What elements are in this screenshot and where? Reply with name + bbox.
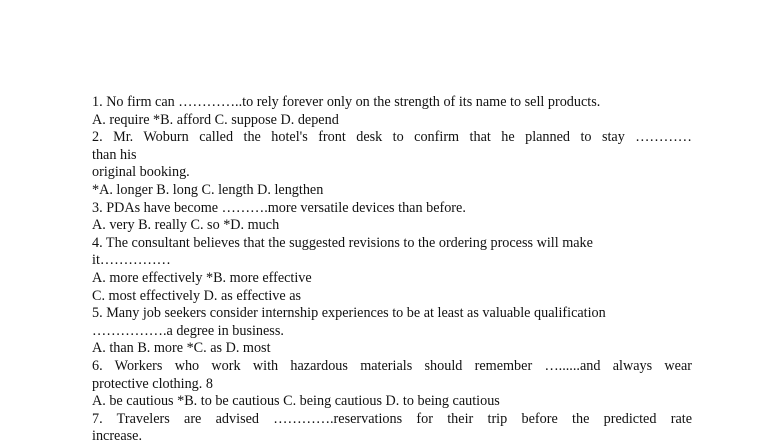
text-line: than his [92, 146, 137, 163]
text-line: 4. The consultant believes that the suggested revisions to the ordering process will make [92, 234, 593, 251]
text-line: A. than B. more *C. as D. most [92, 340, 271, 357]
text-line: protective clothing. 8 [92, 375, 213, 392]
text-line: C. most effectively D. as effective as [92, 287, 302, 304]
text-line: A. more effectively *B. more effective [92, 269, 312, 286]
text-line: 5. Many job seekers consider internship experiences to be at least as valuable qualification [92, 305, 606, 322]
text-line: 6. Workers who work with hazardous materials should remember …......and always wear [92, 357, 692, 374]
text-line: original booking. [92, 164, 190, 181]
text-line: A. require *B. afford C. suppose D. depend [92, 111, 339, 128]
text-line: A. be cautious *B. to be cautious C. being cautious D. to being cautious [92, 393, 500, 410]
text-line: increase. [92, 428, 143, 445]
text-line: 2. Mr. Woburn called the hotel's front desk to confirm that he planned to stay ………… [92, 129, 692, 146]
text-line: 1. No firm can …………..to rely forever only on the strength of its name to sell products. [92, 94, 601, 110]
text-line: *A. longer B. long C. length D. lengthen [92, 181, 324, 198]
text-line: A. very B. really C. so *D. much [92, 217, 280, 234]
text-line: 7. Travelers are advised ………….reservations for their trip before the predicted rate [92, 410, 692, 427]
text-line: …………….a degree in business. [92, 322, 284, 339]
document-text [92, 94, 692, 446]
text-line: it…………… [92, 252, 171, 269]
text-line: 3. PDAs have become ……….more versatile devices than before. [92, 199, 466, 216]
